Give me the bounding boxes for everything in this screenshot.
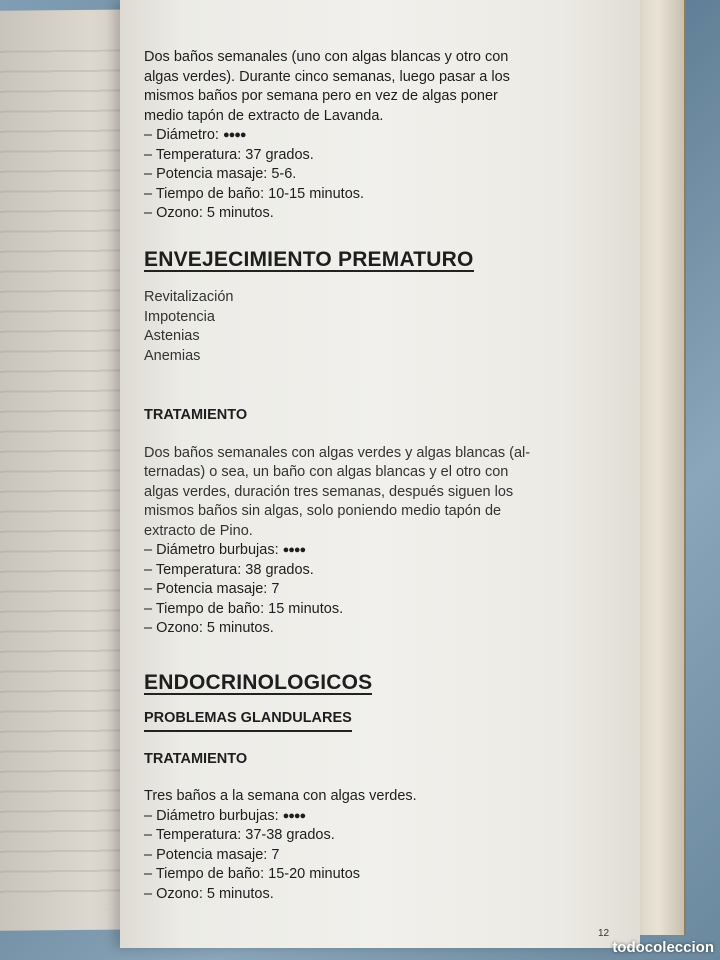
section1-intro-line: medio tapón de extracto de Lavanda. bbox=[144, 107, 384, 124]
section2-treatment-line: ternadas) o sea, un baño con algas blancas y el otro con bbox=[144, 464, 509, 480]
section3-tiempo: – Tiempo de baño: 15-20 minutos bbox=[144, 866, 361, 882]
symptom-item: Revitalización bbox=[144, 289, 234, 305]
bubble-dots-icon: ●●●● bbox=[282, 809, 306, 822]
back-pages-edge bbox=[632, 0, 686, 935]
symptom-item: Anemias bbox=[144, 347, 201, 364]
page-number: 12 bbox=[598, 928, 610, 939]
section1-intro-line: algas verdes). Durante cinco semanas, luego pasar a los bbox=[144, 68, 510, 85]
section3-diametro bbox=[144, 807, 624, 827]
diametro-label: – Diámetro: bbox=[144, 127, 219, 143]
section3-temperatura: – Temperatura: 37-38 grados. bbox=[144, 827, 335, 843]
booklet-page bbox=[120, 0, 640, 948]
treatment-heading: TRATAMIENTO bbox=[144, 407, 248, 423]
bubble-dots-icon: ●●●● bbox=[222, 129, 246, 141]
heading-envejecimiento: ENVEJECIMIENTO PREMATURO bbox=[144, 247, 474, 271]
symptom-item: Astenias bbox=[144, 328, 200, 344]
section2-tiempo: – Tiempo de baño: 15 minutos. bbox=[144, 600, 344, 617]
section1-potencia: – Potencia masaje: 5-6. bbox=[144, 166, 297, 182]
section2-diametro bbox=[144, 541, 624, 561]
watermark-logo: todocoleccion bbox=[612, 939, 714, 956]
subheading-problemas-glandulares: PROBLEMAS GLANDULARES bbox=[144, 709, 352, 732]
section2-treatment-line: algas verdes, duración tres semanas, después siguen los bbox=[144, 483, 514, 500]
page-text bbox=[144, 48, 624, 904]
treatment-heading: TRATAMIENTO bbox=[144, 750, 248, 767]
section1-ozono: – Ozono: 5 minutos. bbox=[144, 205, 274, 221]
section2-treatment-line: mismos baños sin algas, solo poniendo medio tapón de bbox=[144, 503, 502, 519]
section3-intro: Tres baños a la semana con algas verdes. bbox=[144, 788, 417, 804]
diametro-label: – Diámetro burbujas: bbox=[144, 542, 279, 558]
diametro-label: – Diámetro burbujas: bbox=[144, 807, 279, 824]
section1-tiempo: – Tiempo de baño: 10-15 minutos. bbox=[144, 185, 365, 202]
section2-treatment-line: extracto de Pino. bbox=[144, 522, 253, 539]
section2-treatment-line: Dos baños semanales con algas verdes y algas blancas (al- bbox=[144, 444, 531, 461]
section1-intro-line: mismos baños por semana pero en vez de algas poner bbox=[144, 88, 498, 104]
bubble-dots-icon: ●●●● bbox=[282, 544, 306, 556]
heading-endocrinologicos: ENDOCRINOLOGICOS bbox=[144, 670, 373, 694]
section2-temperatura: – Temperatura: 38 grados. bbox=[144, 561, 314, 578]
symptom-item: Impotencia bbox=[144, 308, 215, 325]
section3-potencia: – Potencia masaje: 7 bbox=[144, 846, 280, 863]
section1-intro-line: Dos baños semanales (uno con algas blancas y otro con bbox=[144, 49, 509, 65]
section2-potencia: – Potencia masaje: 7 bbox=[144, 581, 280, 597]
section1-diametro bbox=[144, 126, 624, 146]
section2-ozono: – Ozono: 5 minutos. bbox=[144, 620, 274, 636]
section1-temperatura: – Temperatura: 37 grados. bbox=[144, 146, 314, 163]
section3-ozono: – Ozono: 5 minutos. bbox=[144, 885, 274, 902]
